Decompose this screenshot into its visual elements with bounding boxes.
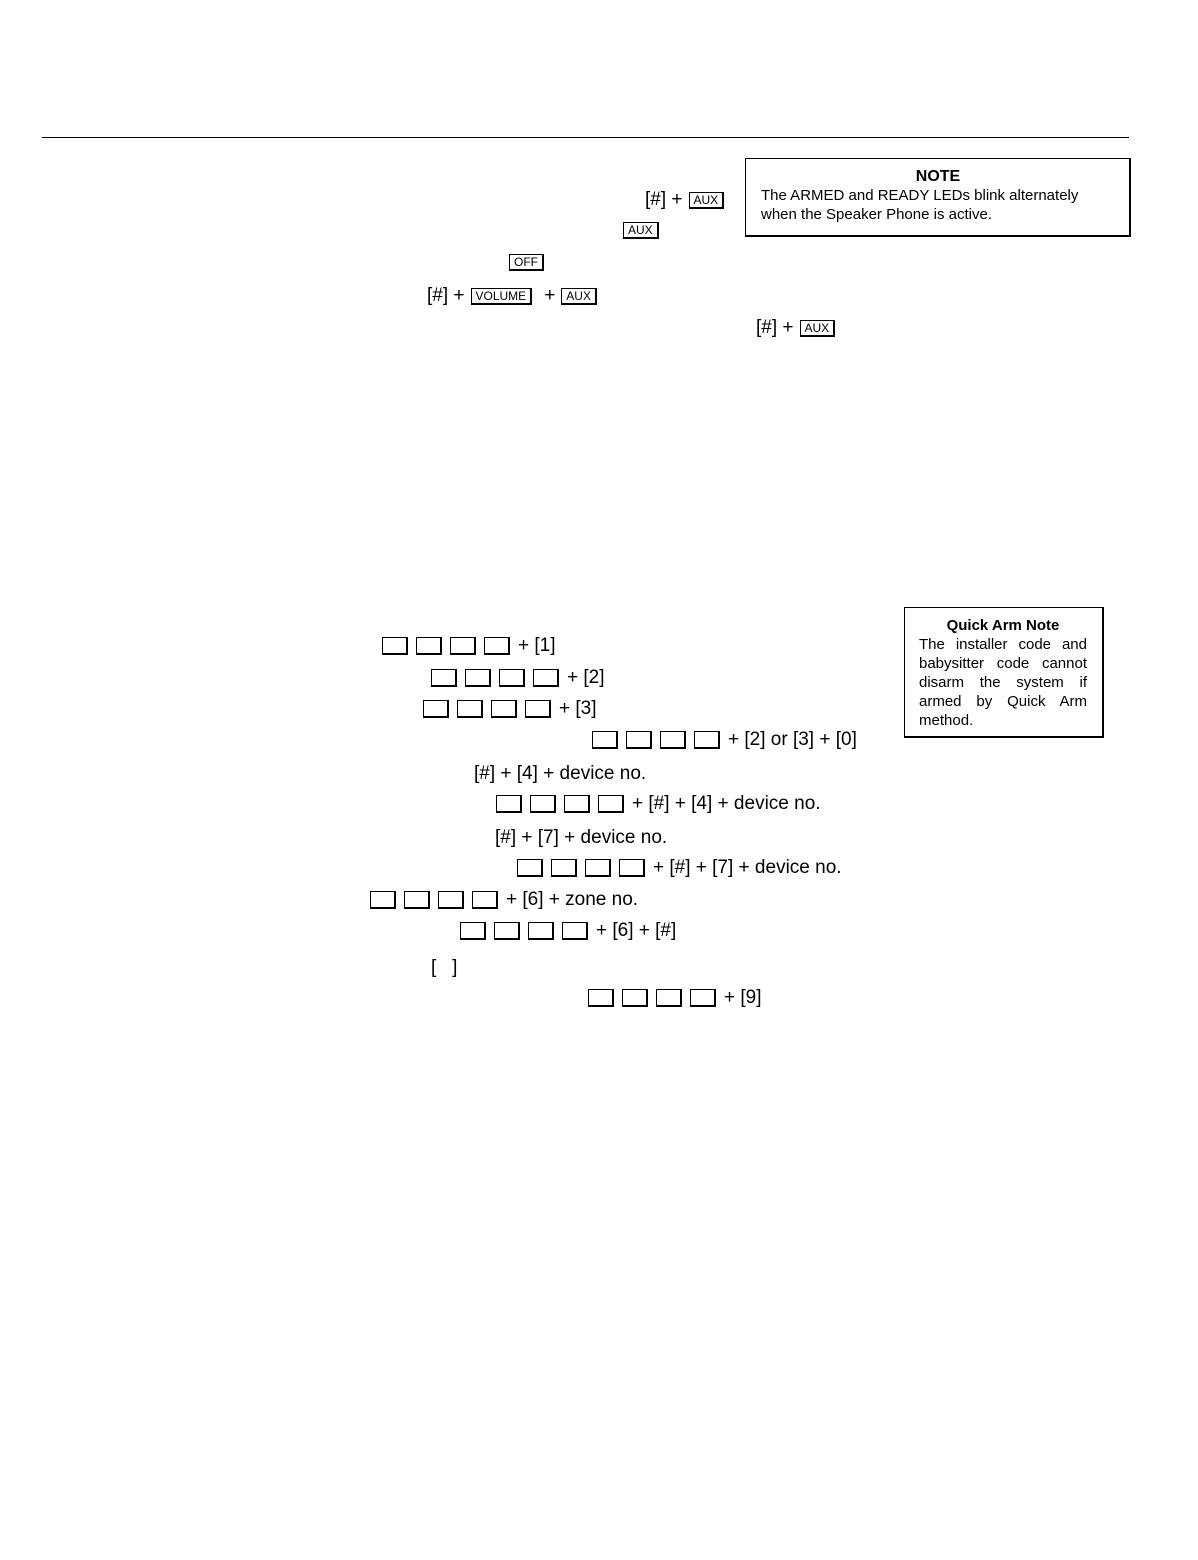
quick-arm-note-text: The installer code and babysitter code cannot disarm the system if armed by Quick Arm method. — [919, 636, 1087, 729]
aux-key: AUX — [689, 192, 725, 209]
code-digit-box — [622, 989, 648, 1007]
code-digit-box — [533, 669, 559, 687]
sequence-text: + [6] + [#] — [596, 920, 677, 941]
code-digit-box — [404, 891, 430, 909]
code-digit-box — [626, 731, 652, 749]
code-digit-box — [416, 637, 442, 655]
sequence-text: + [9] — [724, 987, 762, 1008]
code-digit-box — [484, 637, 510, 655]
code-digit-box — [619, 859, 645, 877]
sequence-pound-aux-2 — [756, 317, 835, 339]
sequence-code-2 — [431, 667, 605, 689]
sequence-7 — [495, 827, 667, 849]
sequence-pound-volume-aux — [427, 285, 597, 307]
sequence-code-3 — [423, 698, 597, 720]
aux-key: AUX — [561, 288, 597, 305]
code-digit-box — [491, 700, 517, 718]
note-text: The ARMED and READY LEDs blink alternately when the Speaker Phone is active. — [761, 187, 1079, 223]
sequence-code-9 — [370, 889, 638, 911]
code-digit-box — [499, 669, 525, 687]
code-digit-box — [656, 989, 682, 1007]
volume-key: VOLUME — [471, 288, 533, 305]
sequence-text: [#] + — [756, 317, 794, 338]
note-title: NOTE — [915, 168, 961, 185]
sequence-text: + [#] + [7] + device no. — [653, 857, 842, 878]
code-digit-box — [690, 989, 716, 1007]
code-digit-box — [494, 922, 520, 940]
quick-arm-note-title: Quick Arm Note — [946, 617, 1060, 634]
code-digit-box — [694, 731, 720, 749]
sequence-text: [#] + [7] + device no. — [495, 827, 668, 848]
sequence-text: [#] + — [427, 285, 465, 306]
sequence-text: [ ] — [431, 957, 458, 978]
code-digit-box — [525, 700, 551, 718]
sequence-text: + [3] — [559, 698, 597, 719]
code-digit-box — [660, 731, 686, 749]
code-digit-box — [551, 859, 577, 877]
sequence-code-12 — [588, 987, 762, 1009]
sequence-11 — [431, 957, 457, 979]
code-digit-box — [588, 989, 614, 1007]
code-digit-box — [562, 922, 588, 940]
code-digit-box — [585, 859, 611, 877]
aux-key: AUX — [623, 222, 659, 239]
code-digit-box — [382, 637, 408, 655]
sequence-text: + [#] + [4] + device no. — [632, 793, 821, 814]
sequence-text: + [1] — [518, 635, 556, 656]
code-digit-box — [431, 669, 457, 687]
code-digit-box — [528, 922, 554, 940]
code-digit-box — [564, 795, 590, 813]
sequence-text: + — [544, 285, 556, 306]
code-digit-box — [530, 795, 556, 813]
code-digit-box — [472, 891, 498, 909]
sequence-code-6 — [496, 793, 821, 815]
sequence-5 — [474, 763, 646, 785]
code-digit-box — [370, 891, 396, 909]
off-key: OFF — [509, 254, 544, 271]
sequence-text: + [2] or [3] + [0] — [728, 729, 857, 750]
sequence-text: [#] + [4] + device no. — [474, 763, 647, 784]
sequence-code-10 — [460, 920, 676, 942]
speaker-phone-note — [745, 158, 1131, 237]
code-digit-box — [450, 637, 476, 655]
quick-arm-note — [904, 607, 1104, 738]
sequence-pound-aux — [645, 189, 724, 211]
sequence-code-4 — [592, 729, 857, 751]
sequence-text: + [6] + zone no. — [506, 889, 639, 910]
code-digit-box — [592, 731, 618, 749]
code-digit-box — [460, 922, 486, 940]
sequence-text: [#] + — [645, 189, 683, 210]
code-digit-box — [598, 795, 624, 813]
code-digit-box — [465, 669, 491, 687]
header-rule — [42, 137, 1129, 138]
code-digit-box — [517, 859, 543, 877]
code-digit-box — [496, 795, 522, 813]
code-digit-box — [423, 700, 449, 718]
sequence-aux — [623, 222, 659, 239]
sequence-code-8 — [517, 857, 842, 879]
code-digit-box — [457, 700, 483, 718]
sequence-text: + [2] — [567, 667, 605, 688]
sequence-code-1 — [382, 635, 556, 657]
aux-key: AUX — [800, 320, 836, 337]
code-digit-box — [438, 891, 464, 909]
sequence-off — [509, 254, 544, 271]
